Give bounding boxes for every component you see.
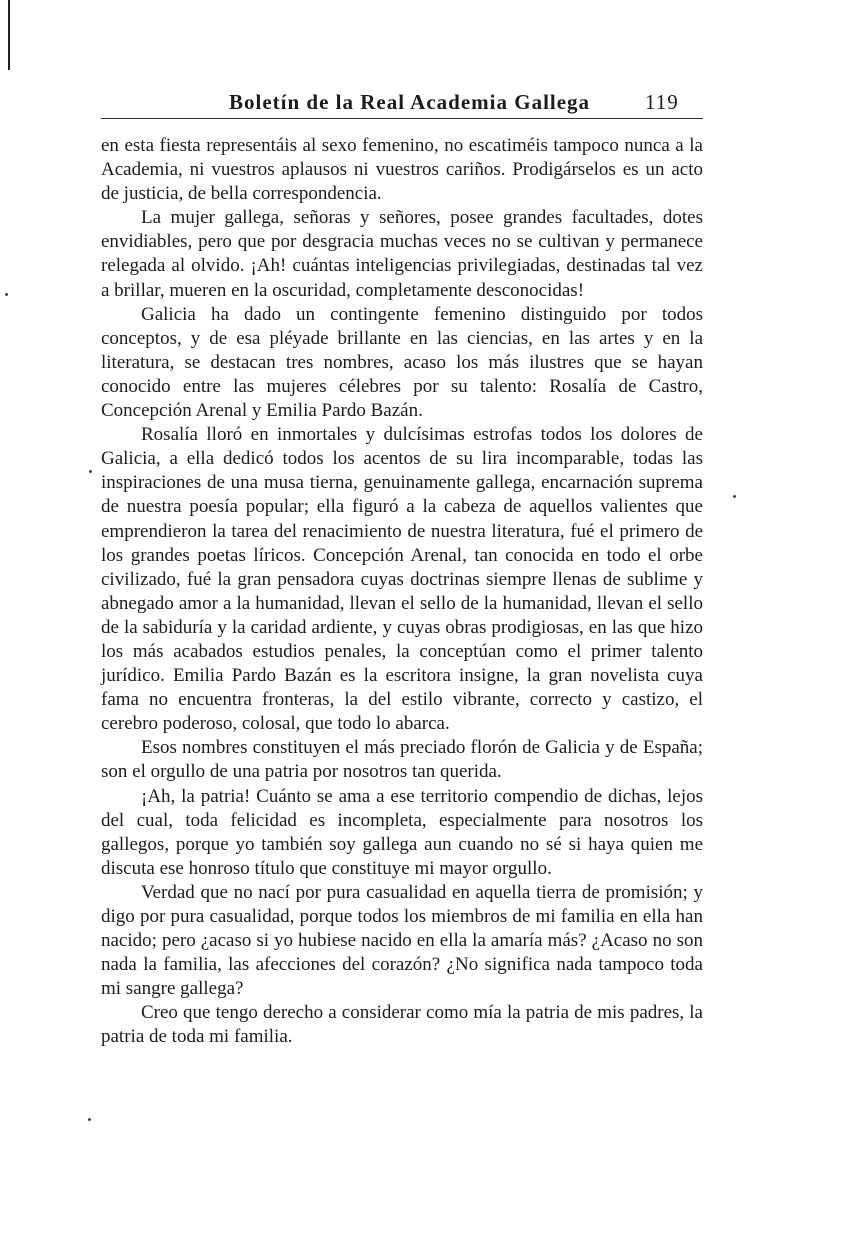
paragraph-esos-nombres: Esos nombres constituyen el más preciado florón de Galicia y de España; son el orgullo de una patria por nosotros tan querida. (101, 737, 703, 783)
paragraph-rosalia: Rosalía lloró en inmortales y dulcísimas estrofas todos los dolores de Galicia, a ella dedicó todos los acentos de su lira incomparable, todas las inspiraciones de una musa tierna, genuinamente gallega, encarnación suprema de nuestra poesía popular; ella figuró a la cabeza de aquellos valientes que emprendieron la tarea del renacimiento de nuestra literatura, fué el primero de los grandes poetas líricos. Concepción Arenal, tan conocida en todo el orbe civilizado, fué la gran pensadora cuyas doctrinas siempre llenas de sublime y abnegado amor a la humanidad, llevan el sello de la humanidad, llevan el sello de la sabiduría y la caridad ardiente, y cuyas obras prodigiosas, en las que hizo los más acabados estudios penales, la conceptúan como el primer talento jurídico. Emilia Pardo Bazán es la escritora insigne, la gran novelista cuya fama no encuentra fronteras, la del estilo vibrante, correcto y castizo, el cerebro poderoso, colosal, que todo lo abarca. (101, 424, 703, 735)
paragraph-mujer-gallega: La mujer gallega, señoras y señores, posee grandes facultades, dotes envidiables, pero que por desgracia muchas veces no se cultivan y permanece relegada al olvido. ¡Ah! cuántas inteligencias privilegiadas, destinadas tal vez a brillar, mueren en la oscuridad, completamente desconocidas! (101, 207, 703, 301)
scan-speck (733, 495, 736, 498)
paragraph-la-patria: ¡Ah, la patria! Cuánto se ama a ese territorio compendio de dichas, lejos del cual, toda felicidad es incompleta, especialmente para nosotros los gallegos, porque yo también soy gallega aun cuando no sé si haya quien me discuta ese honroso título que constituye mi mayor orgullo. (101, 785, 703, 879)
page-header (101, 86, 703, 120)
body-text (101, 134, 703, 1050)
paragraph-verdad: Verdad que no nací por pura casualidad en aquella tierra de promisión; y digo por pura casualidad, porque todos los miembros de mi familia en ella han nacido; pero ¿acaso si yo hubiese nacido en ella la amaría más? ¿Acaso no son nada la familia, las afecciones del corazón? ¿No significa nada tampoco toda mi sangre gallega? (101, 881, 703, 1000)
paragraph-creo: Creo que tengo derecho a considerar como mía la patria de mis padres, la patria de toda mi familia. (101, 1002, 703, 1048)
paragraph-continuation: en esta fiesta representáis al sexo femenino, no escatiméis tampoco nunca a la Academia, ni vuestros aplausos ni vuestros cariños. Prodigárselos es un acto de justicia, de bella correspondencia. (101, 135, 703, 205)
header-rule (101, 118, 703, 119)
scan-speck (89, 470, 92, 473)
page-edge-mark (8, 0, 10, 70)
scan-speck (88, 1118, 91, 1121)
running-title: Boletín de la Real Academia Gallega (229, 90, 591, 114)
paragraph-galicia-contingente: Galicia ha dado un contingente femenino distinguido por todos conceptos, y de esa pléyade brillante en las ciencias, en las artes y en la literatura, se destacan tres nombres, acaso los más ilustres que se hayan conocido entre las mujeres célebres por su talento: Rosalía de Castro, Concepción Arenal y Emilia Pardo Bazán. (101, 303, 703, 422)
scan-speck (5, 293, 8, 296)
page-number: 119 (645, 90, 679, 114)
